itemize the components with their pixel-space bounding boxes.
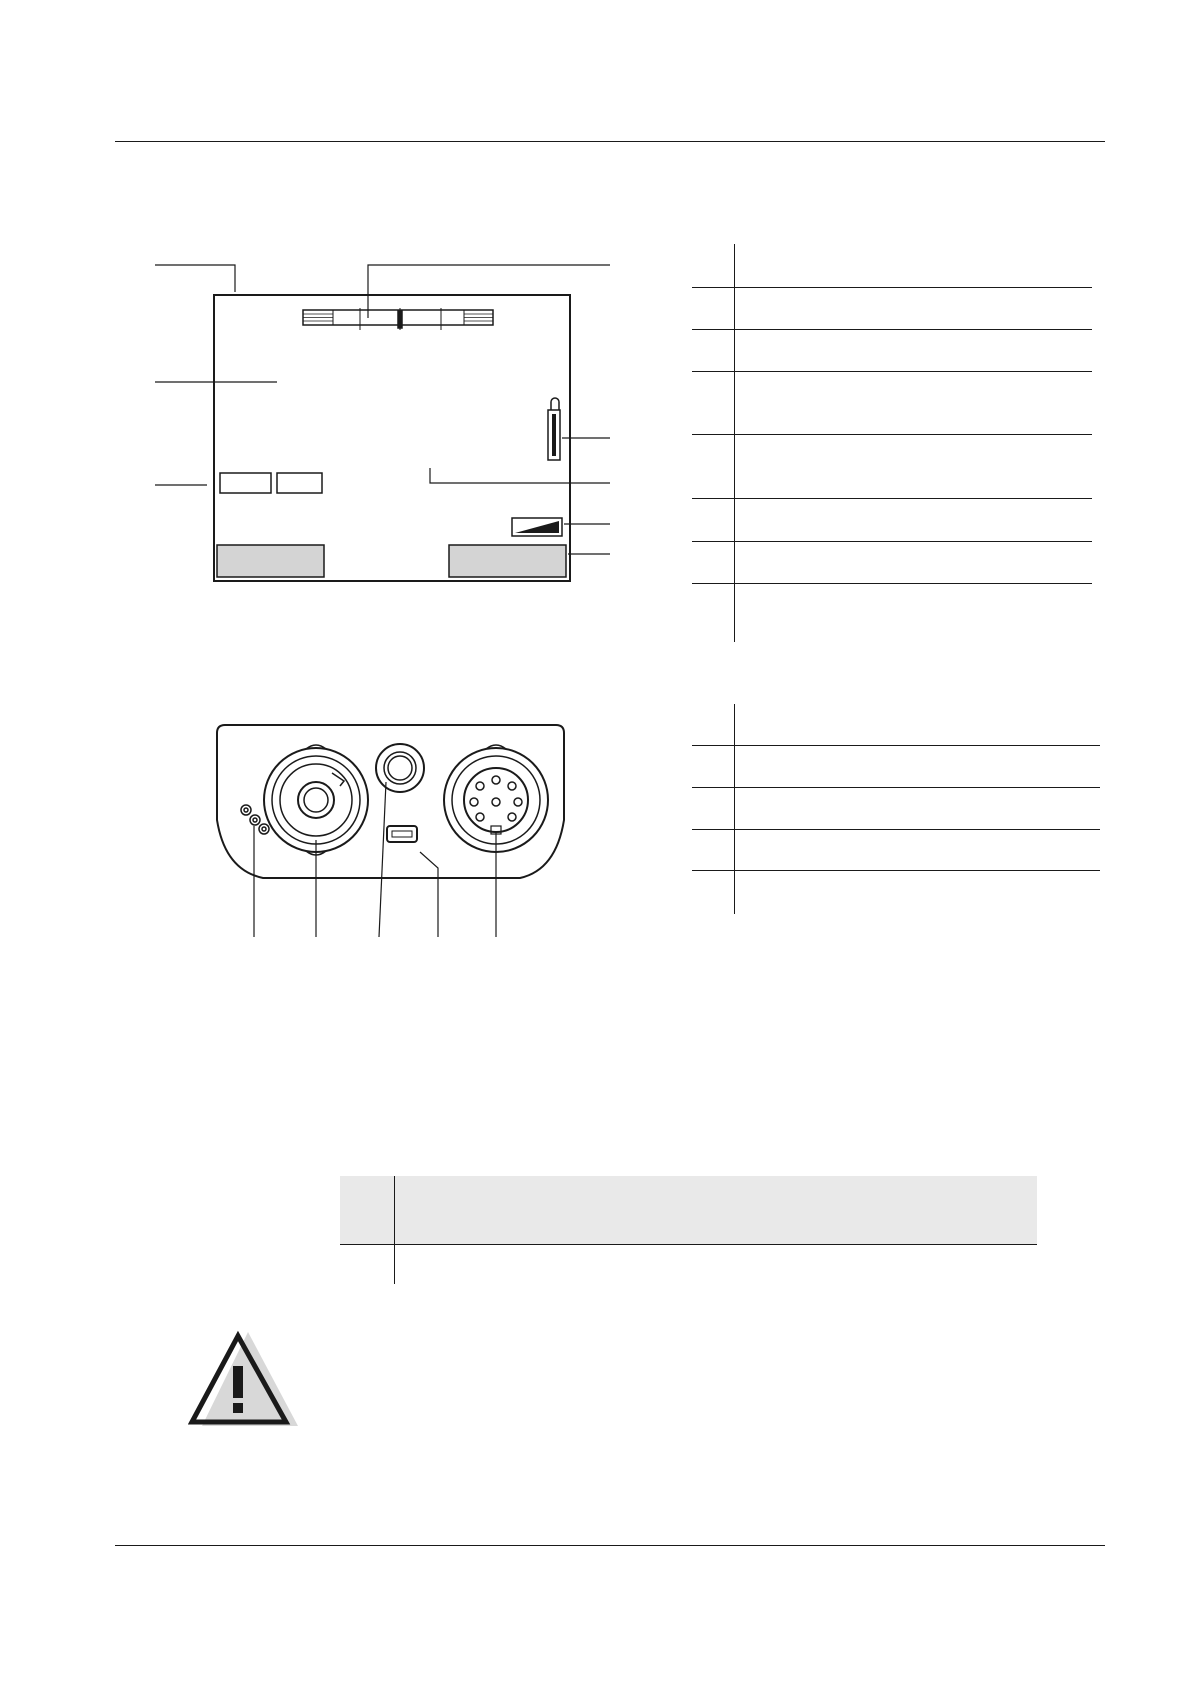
legend-row <box>692 745 1100 746</box>
legend-row <box>692 287 1092 288</box>
sensor-icon <box>548 398 560 460</box>
display-diagram <box>155 265 610 581</box>
callout-socket-3 <box>379 782 386 937</box>
softkey-left <box>217 545 324 577</box>
socket-panel <box>217 725 564 878</box>
legend-table-sockets <box>692 704 1100 914</box>
warning-triangle-icon <box>188 1330 298 1430</box>
legend-row <box>692 371 1092 372</box>
softkey-right <box>449 545 566 577</box>
reference-socket-icon <box>376 744 424 792</box>
legend-row <box>692 329 1092 330</box>
callout-1 <box>155 265 235 292</box>
legend-row <box>692 870 1100 871</box>
battery-icon <box>512 518 562 536</box>
stability-bar <box>303 308 493 330</box>
legend-row <box>692 434 1092 435</box>
callout-socket-4 <box>420 852 438 937</box>
legend-row <box>692 541 1092 542</box>
legend-row <box>692 787 1100 788</box>
legend-row <box>692 829 1100 830</box>
legend-row <box>692 498 1092 499</box>
note-table-divider <box>394 1176 395 1284</box>
status-box-2 <box>277 473 322 493</box>
usb-socket-icon <box>387 826 417 842</box>
note-table-header <box>340 1176 1037 1245</box>
legend-row <box>692 583 1092 584</box>
callout-6 <box>430 468 610 483</box>
status-box-1 <box>220 473 271 493</box>
bnc-socket-icon <box>264 745 368 855</box>
legend-table-display <box>692 244 1092 642</box>
legend-divider <box>734 704 735 914</box>
socket-diagram <box>217 725 564 937</box>
display-frame <box>214 295 570 581</box>
